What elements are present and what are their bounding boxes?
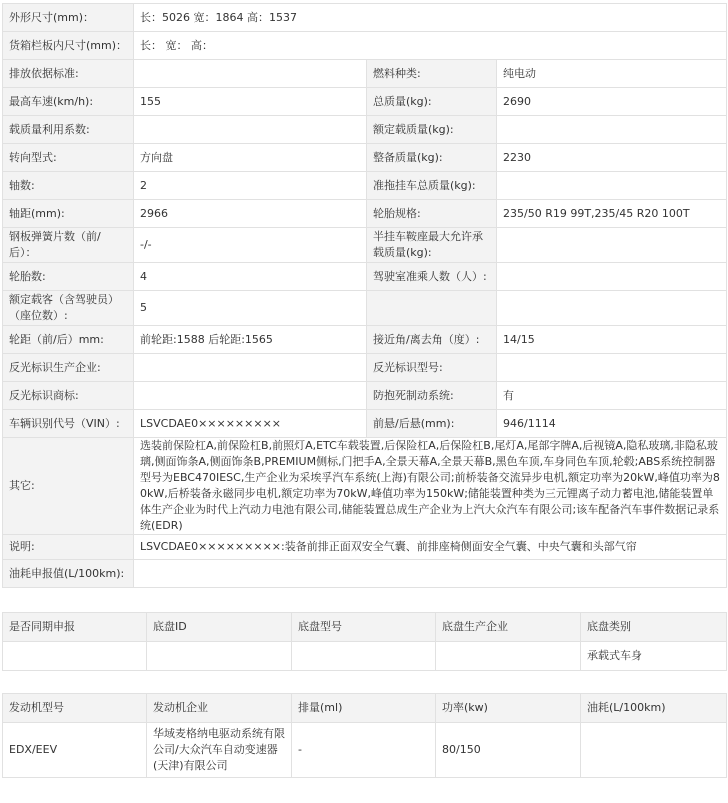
param-row [3, 200, 727, 228]
param-row [3, 560, 727, 588]
param-value [134, 560, 727, 588]
param-row [3, 144, 727, 172]
table-cell: 承载式车身 [581, 642, 727, 671]
param-value: 长： 宽： 高： [134, 32, 727, 60]
param-value: 2690 [497, 88, 727, 116]
chassis-table [2, 612, 727, 671]
column-header: 底盘型号 [292, 613, 436, 642]
param-row [3, 32, 727, 60]
table-cell: 80/150 [436, 723, 581, 778]
column-header: 发动机型号 [3, 694, 147, 723]
param-label: 反光标识型号: [367, 354, 497, 382]
column-header: 是否同期申报 [3, 613, 147, 642]
param-value: 2 [134, 172, 367, 200]
param-row [3, 354, 727, 382]
param-value: 5 [134, 291, 367, 326]
column-header: 油耗(L/100km) [581, 694, 727, 723]
param-value [497, 354, 727, 382]
param-label: 轮距（前/后）mm: [3, 326, 134, 354]
param-row [3, 382, 727, 410]
table-cell: - [292, 723, 436, 778]
table-cell: 华域麦格纳电驱动系统有限公司/大众汽车自动变速器(天津)有限公司 [147, 723, 292, 778]
param-label: 说明: [3, 535, 134, 560]
param-label: 燃料种类: [367, 60, 497, 88]
param-label: 总质量(kg): [367, 88, 497, 116]
column-header: 底盘类别 [581, 613, 727, 642]
param-label: 前悬/后悬(mm): [367, 410, 497, 438]
param-label: 转向型式: [3, 144, 134, 172]
param-row [3, 116, 727, 144]
param-row [3, 172, 727, 200]
param-value: 纯电动 [497, 60, 727, 88]
param-row [3, 88, 727, 116]
param-row [3, 263, 727, 291]
param-value: 前轮距:1588 后轮距:1565 [134, 326, 367, 354]
param-value: 946/1114 [497, 410, 727, 438]
param-label: 排放依据标准: [3, 60, 134, 88]
param-label: 轮胎规格: [367, 200, 497, 228]
table-cell [3, 642, 147, 671]
param-value [134, 354, 367, 382]
param-value [134, 382, 367, 410]
param-label: 轴距(mm): [3, 200, 134, 228]
vehicle-params-table [2, 3, 727, 588]
param-value: 有 [497, 382, 727, 410]
param-value: 155 [134, 88, 367, 116]
param-value [134, 60, 367, 88]
param-label: 油耗申报值(L/100km): [3, 560, 134, 588]
table-cell [147, 642, 292, 671]
table-cell: EDX/EEV [3, 723, 147, 778]
param-row [3, 535, 727, 560]
table-cell [581, 723, 727, 778]
param-row [3, 4, 727, 32]
param-row [3, 291, 727, 326]
param-row [3, 410, 727, 438]
param-label: 防抱死制动系统: [367, 382, 497, 410]
param-value: 长：5026 宽：1864 高：1537 [134, 4, 727, 32]
param-value [497, 116, 727, 144]
param-row [3, 438, 727, 535]
table-cell [292, 642, 436, 671]
param-value: 235/50 R19 99T,235/45 R20 100T [497, 200, 727, 228]
param-value: 2966 [134, 200, 367, 228]
param-label: 钢板弹簧片数（前/后）： [3, 228, 134, 263]
column-header: 排量(ml) [292, 694, 436, 723]
param-label [367, 291, 497, 326]
param-label: 准拖挂车总质量(kg): [367, 172, 497, 200]
param-row [3, 60, 727, 88]
param-label: 半挂车鞍座最大允许承载质量(kg): [367, 228, 497, 263]
param-label: 接近角/离去角（度）: [367, 326, 497, 354]
table-row [3, 642, 727, 671]
param-value [134, 116, 367, 144]
param-value [497, 263, 727, 291]
param-label: 车辆识别代号（VIN）: [3, 410, 134, 438]
param-row [3, 228, 727, 263]
param-label: 外形尺寸(mm)： [3, 4, 134, 32]
param-label: 其它: [3, 438, 134, 535]
column-header: 发动机企业 [147, 694, 292, 723]
param-value: 14/15 [497, 326, 727, 354]
param-value: 方向盘 [134, 144, 367, 172]
param-value [497, 228, 727, 263]
table-header-row [3, 694, 727, 723]
param-label: 额定载质量(kg): [367, 116, 497, 144]
param-label: 反光标识生产企业: [3, 354, 134, 382]
engine-table [2, 693, 727, 778]
column-header: 底盘ID [147, 613, 292, 642]
param-label: 载质量利用系数: [3, 116, 134, 144]
param-label: 整备质量(kg): [367, 144, 497, 172]
param-label: 额定载客（含驾驶员）（座位数）: [3, 291, 134, 326]
table-row [3, 723, 727, 778]
param-value: -/- [134, 228, 367, 263]
param-label: 驾驶室准乘人数（人）: [367, 263, 497, 291]
param-label: 反光标识商标: [3, 382, 134, 410]
param-label: 轮胎数: [3, 263, 134, 291]
column-header: 底盘生产企业 [436, 613, 581, 642]
param-label: 最高车速(km/h): [3, 88, 134, 116]
param-value [497, 172, 727, 200]
param-value: 2230 [497, 144, 727, 172]
param-label: 轴数: [3, 172, 134, 200]
param-value [497, 291, 727, 326]
notes-text: LSVCDAE0×××××××××:装备前排正面双安全气囊、前排座椅侧面安全气囊、中央气囊和头部气帘 [134, 535, 727, 560]
param-row [3, 326, 727, 354]
param-label: 货箱栏板内尺寸(mm)： [3, 32, 134, 60]
column-header: 功率(kw) [436, 694, 581, 723]
param-value: LSVCDAE0××××××××× [134, 410, 367, 438]
table-cell [436, 642, 581, 671]
param-value: 4 [134, 263, 367, 291]
table-header-row [3, 613, 727, 642]
other-options-text: 选装前保险杠A,前保险杠B,前照灯A,ETC车载装置,后保险杠A,后保险杠B,尾灯A,尾部字牌A,后视镜A,隐私玻璃,非隐私玻璃,侧面饰条A,侧面饰条B,PREMIUM侧标,门把手A,全景天幕A,全景天幕B,黑色车顶,车身同色车顶,轮毂;ABS系统控制器型号为EBC470IESC,生产企业为采埃孚汽车系统(上海)有限公司;前桥装备交流异步电机,额定功率为20kW,峰值功率为80kW,后桥装备永磁同步电机,额定功率为70kW,峰值功率为150kW;储能装置种类为三元锂离子动力蓄电池,储能装置单体生产企业为时代上汽动力电池有限公司,储能装置总成生产企业为上汽大众汽车有限公司;该车配备汽车事件数据记录系统(EDR) [134, 438, 727, 535]
